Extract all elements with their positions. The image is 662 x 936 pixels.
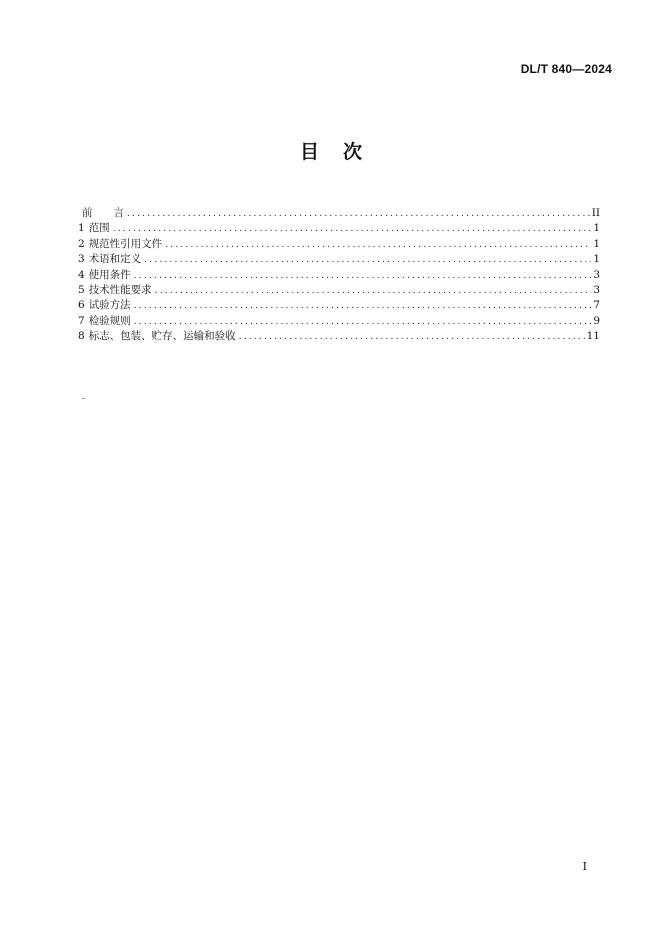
toc-entry-title: 检验规则 [88, 314, 131, 327]
toc-entry-title: 前 言 [82, 207, 124, 219]
toc-entry-scope[interactable] [78, 221, 600, 236]
toc-entry-page: 1 [593, 253, 600, 266]
toc-title-part-2: 次 [343, 141, 363, 163]
toc-leader-dots [134, 269, 592, 284]
toc-entry-label [78, 237, 165, 252]
toc-title [0, 137, 662, 164]
toc-entry-technical-requirements[interactable] [78, 283, 600, 298]
toc-entry-page: 9 [593, 314, 600, 327]
toc-entry-page: 11 [586, 330, 600, 343]
toc-entry-title: 技术性能要求 [88, 283, 152, 296]
toc-entry-title: 标志、包装、贮存、运输和验收 [88, 330, 236, 343]
toc-entry-page: 1 [593, 237, 600, 250]
toc-leader-dots [127, 207, 590, 222]
toc-entry-page: II [591, 207, 600, 219]
toc-entry-label [78, 314, 134, 329]
toc-leader-dots [134, 315, 592, 330]
toc-entry-marking-packaging[interactable] [78, 329, 600, 344]
toc-entry-test-methods[interactable] [78, 298, 600, 313]
toc-leader-dots [144, 253, 591, 268]
toc-entry-title: 术语和定义 [88, 253, 142, 266]
toc-title-part-1: 目 [299, 141, 319, 163]
toc-entry-label [78, 252, 144, 267]
toc-entry-title: 规范性引用文件 [88, 237, 163, 250]
toc-entry-number: 2 [78, 237, 85, 250]
toc-entry-page: 3 [593, 268, 600, 281]
toc-entry-page: 1 [593, 222, 600, 235]
toc-entry-number: 1 [78, 222, 85, 235]
toc-entry-page: 3 [593, 283, 600, 296]
toc-entry-number: 3 [78, 253, 85, 266]
toc-leader-dots [113, 222, 592, 237]
toc-entry-number: 5 [78, 283, 85, 296]
toc-entry-number: 6 [78, 299, 85, 312]
toc-entry-number: 8 [78, 330, 85, 343]
toc-entry-label [78, 329, 239, 344]
toc-entry-terms-definitions[interactable] [78, 252, 600, 267]
toc-entry-normative-references[interactable] [78, 237, 600, 252]
toc-entry-number: 4 [78, 268, 85, 281]
toc-entry-label [78, 283, 155, 298]
toc-entry-title: 范围 [88, 222, 110, 235]
toc-entry-title: 使用条件 [88, 268, 131, 281]
page-number: I [582, 860, 587, 873]
toc-entry-number: 7 [78, 314, 85, 327]
toc-entry-inspection-rules[interactable] [78, 314, 600, 329]
toc-entry-label [78, 221, 113, 236]
toc-entry-page: 7 [593, 299, 600, 312]
document-code: DL/T 840—2024 [520, 62, 612, 76]
toc-entry-label [78, 298, 134, 313]
toc-list [78, 206, 600, 345]
toc-entry-title: 试验方法 [88, 299, 131, 312]
toc-entry-label [78, 206, 127, 221]
toc-leader-dots [165, 238, 591, 253]
toc-entry-foreword[interactable] [78, 206, 600, 221]
toc-leader-dots [155, 284, 592, 299]
toc-leader-dots [134, 299, 592, 314]
toc-entry-service-conditions[interactable] [78, 268, 600, 283]
scan-artifact-mark [82, 398, 85, 399]
toc-leader-dots [239, 330, 585, 345]
toc-entry-label [78, 268, 134, 283]
